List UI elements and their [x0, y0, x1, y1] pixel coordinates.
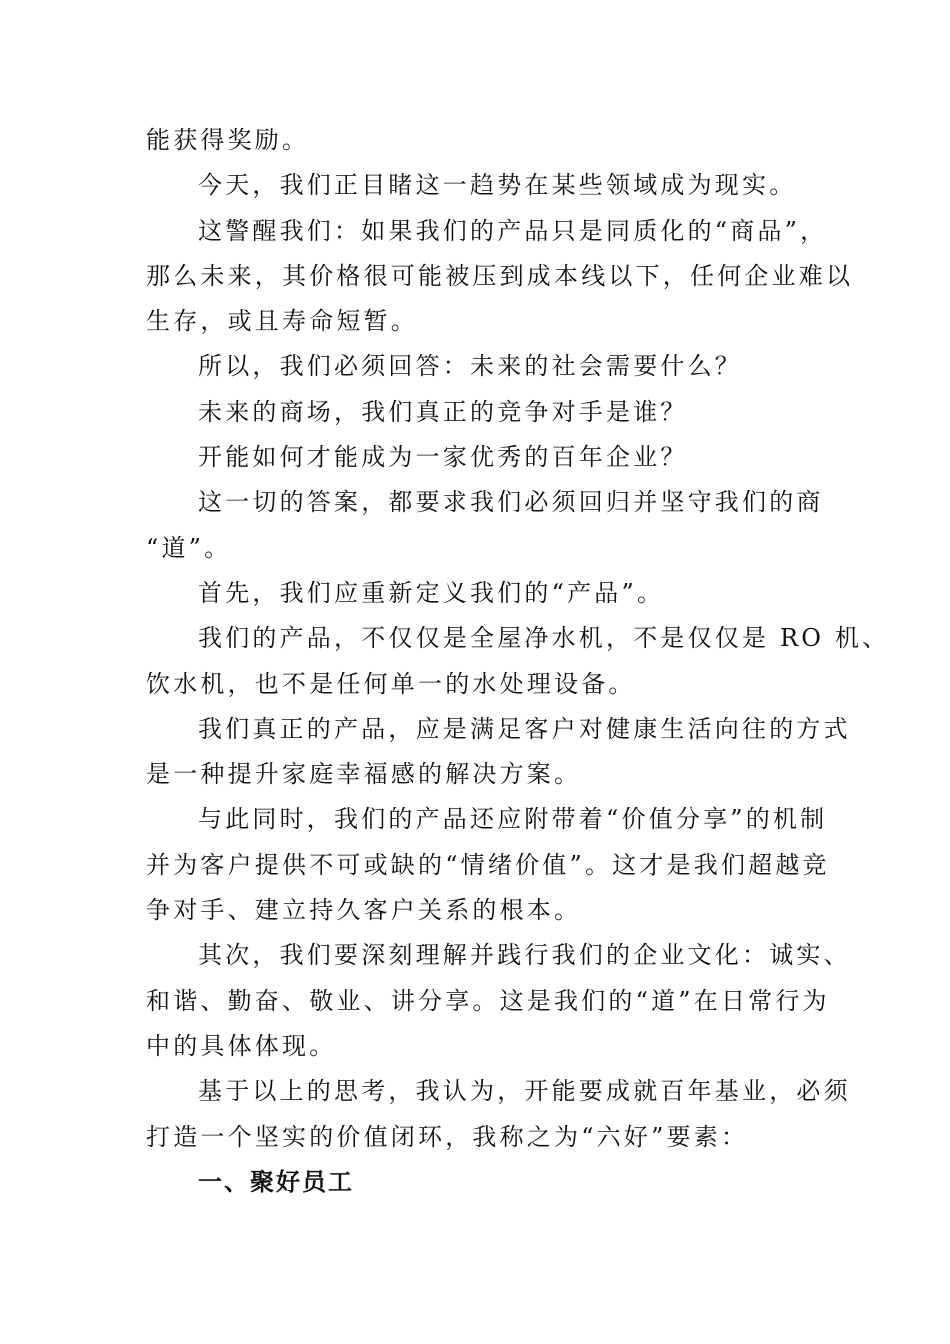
text-line: 饮水机，也不是任何单一的水处理设备。 — [146, 669, 636, 698]
text-line: 中的具体体现。 — [146, 1031, 337, 1060]
paragraph-start: 我们真正的产品，应是满足客户对健康生活向往的方式 — [198, 714, 851, 743]
paragraph-start: 所以，我们必须回答：未来的社会需要什么？ — [198, 352, 742, 381]
text-line: 和谐、勤奋、敬业、讲分享。这是我们的“道”在日常行为 — [146, 986, 830, 1015]
paragraph-start: 今天，我们正目睹这一趋势在某些领域成为现实。 — [198, 171, 797, 200]
text-line: 争对手、建立持久客户关系的根本。 — [146, 896, 582, 925]
text-line: 并为客户提供不可或缺的“情绪价值”。这才是我们超越竞 — [146, 850, 830, 879]
paragraph-start: 这一切的答案，都要求我们必须回归并坚守我们的商 — [198, 488, 824, 517]
text-line: 生存，或且寿命短暂。 — [146, 307, 418, 336]
paragraph-start: 未来的商场，我们真正的竞争对手是谁？ — [198, 397, 688, 426]
paragraph-start: 与此同时，我们的产品还应附带着“价值分享”的机制 — [198, 805, 828, 834]
text-line: 是一种提升家庭幸福感的解决方案。 — [146, 760, 582, 789]
paragraph-start: 首先，我们应重新定义我们的“产品”。 — [198, 578, 665, 607]
text-line: 那么未来，其价格很可能被压到成本线以下，任何企业难以 — [146, 261, 854, 290]
paragraph-start: 其次，我们要深刻理解并践行我们的企业文化：诚实、 — [198, 941, 851, 970]
paragraph-start: 我们的产品，不仅仅是全屋净水机，不是仅仅是 RO 机、 — [198, 624, 890, 653]
section-heading: 一、聚好员工 — [198, 1167, 354, 1196]
paragraph-start: 开能如何才能成为一家优秀的百年企业？ — [198, 443, 688, 472]
text-line: 打造一个坚实的价值闭环，我称之为“六好”要素： — [146, 1122, 749, 1151]
paragraph-start: 这警醒我们：如果我们的产品只是同质化的“商品”， — [198, 216, 828, 245]
paragraph-start: 基于以上的思考，我认为，开能要成就百年基业，必须 — [198, 1077, 851, 1106]
text-line: “道”。 — [146, 533, 232, 562]
text-line: 能获得奖励。 — [146, 126, 310, 154]
body-text — [146, 118, 890, 1205]
